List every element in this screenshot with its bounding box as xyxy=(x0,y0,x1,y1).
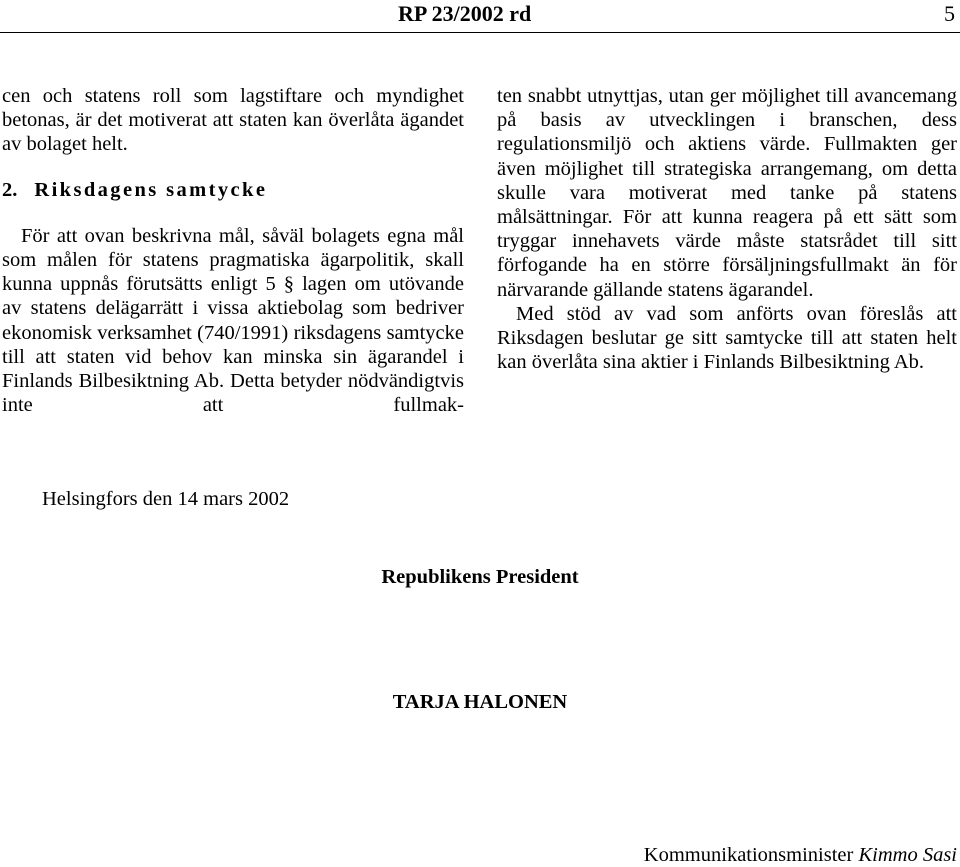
place-date: Helsingfors den 14 mars 2002 xyxy=(42,488,290,510)
document-id: RP 23/2002 rd xyxy=(398,1,532,26)
minister-signature xyxy=(644,843,957,867)
page-number: 5 xyxy=(944,1,955,26)
section-heading xyxy=(2,178,464,202)
signature-title: Republikens President xyxy=(381,566,579,588)
left-paragraph-1: cen och statens roll som lagstiftare och myndighet betonas, är det motiverat att staten kan överlåta ägandet av bolaget helt. xyxy=(2,85,464,156)
minister-name: Kimmo Sasi xyxy=(858,844,957,866)
page-header xyxy=(0,0,960,30)
right-paragraph-1: ten snabbt utnyttjas, utan ger möjlighet till avancemang på basis av utvecklingen i branschen, dess regulationsmiljö och aktiens värde. Fullmakten ger även möjlighet till strategiska arrangemang, om detta skulle vara motiverat med tanke på statens målsättningar. För att kunna reagera på ett sätt som tryggar innehavets värde måste statsrådet till sitt förfogande ha en större försäljningsfullmakt än för närvarande gällande statens ägarandel. xyxy=(497,85,957,301)
right-column xyxy=(497,84,957,374)
minister-title: Kommunikationsminister xyxy=(643,844,854,866)
right-paragraph-2: Med stöd av vad som anförts ovan föreslås att Riksdagen beslutar ge sitt samtycke till att staten helt kan överlåta sina aktier i Finlands Bilbesiktning Ab. xyxy=(497,302,957,374)
section-number: 2. xyxy=(2,178,18,201)
section-title: Riksdagens samtycke xyxy=(34,178,268,201)
left-paragraph-2: För att ovan beskrivna mål, såväl bolagets egna mål som målen för statens pragmatiska ägarpolitik, skall kunna uppnås förutsätts enligt 5 § lagen om utövande av statens delägarrätt i vissa aktiebolag som bedriver ekonomisk verksamhet (740/1991) riksdagens samtycke till att staten vid behov kan minska sin ägarandel i Finlands Bilbesiktning Ab. Detta betyder nödvändigtvis inte att fullmak- xyxy=(2,224,464,417)
left-column xyxy=(2,84,464,417)
header-divider xyxy=(0,32,960,33)
signature-name: TARJA HALONEN xyxy=(392,691,568,713)
